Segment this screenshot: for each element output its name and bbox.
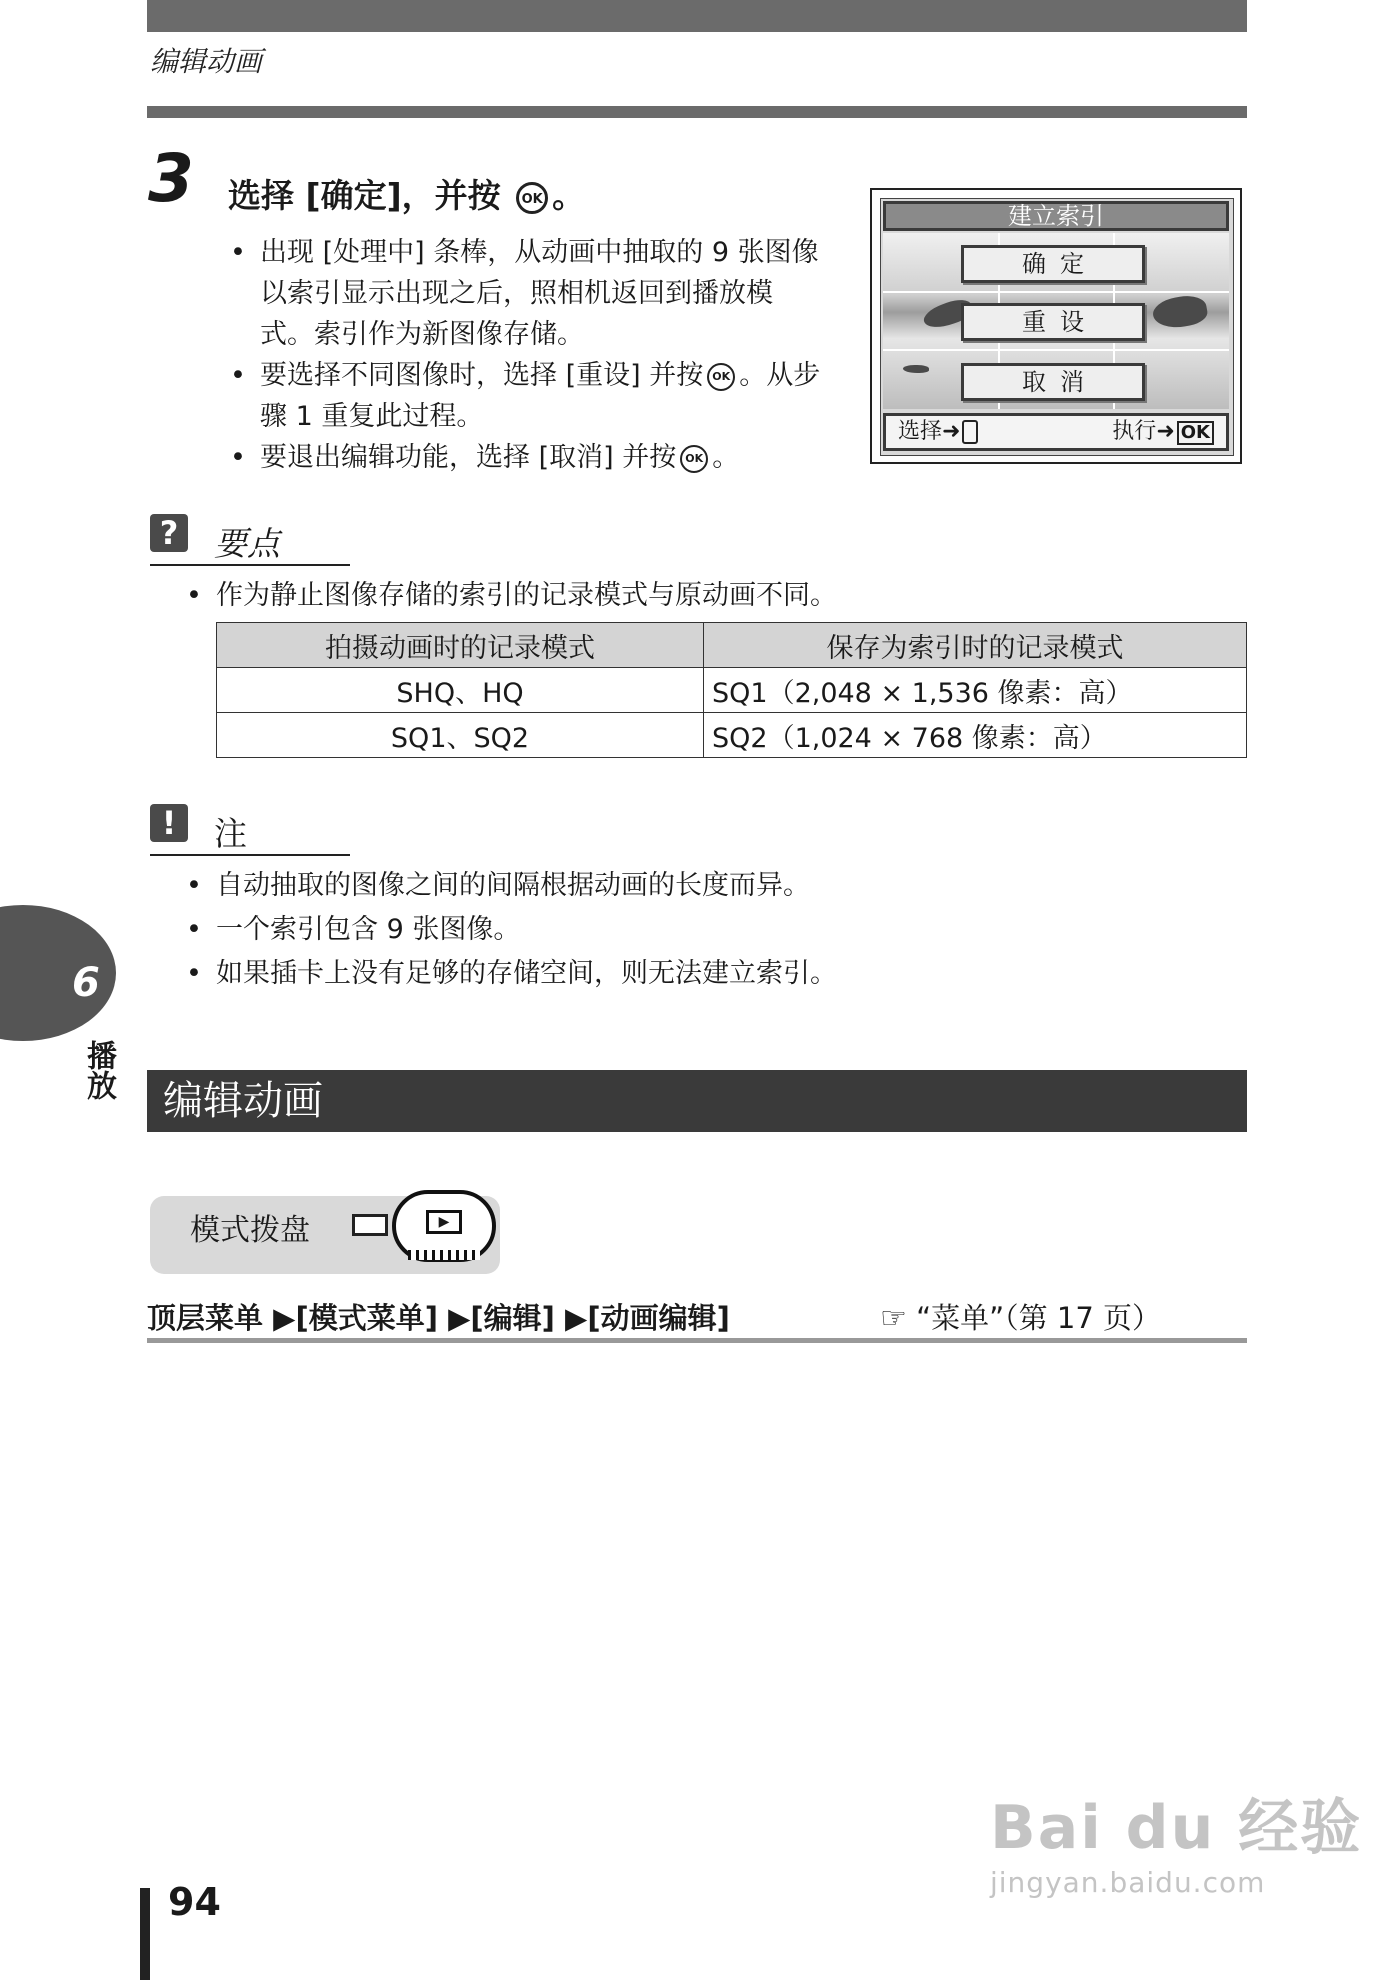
note-bullet-text: 自动抽取的图像之间的间隔根据动画的长度而异。 [216, 870, 810, 901]
mode-dial-label: 模式拨盘 [190, 1213, 310, 1248]
table-header-cell: 保存为索引时的记录模式 [704, 623, 1247, 668]
lcd-button-reset: 重设 [961, 303, 1145, 341]
lcd-button-cancel: 取消 [961, 363, 1145, 401]
step-bullet-text: 要退出编辑功能，选择 [取消] 并按 [260, 442, 677, 473]
menu-path [147, 1296, 730, 1337]
bird-image [1151, 293, 1209, 332]
ok-button-icon: OK [680, 445, 708, 473]
menu-path-item: [模式菜单] [295, 1301, 438, 1335]
arrow-right-icon: ➜ [1156, 419, 1175, 444]
lcd-footer-select-label: 选择 [898, 419, 943, 444]
section-heading: 编辑动画 [147, 1070, 1247, 1132]
menu-path-item: [编辑] [470, 1301, 555, 1335]
tips-bullet [180, 574, 1240, 618]
menu-reference-text: “菜单”（第 17 页） [916, 1301, 1162, 1335]
bird-image [903, 365, 929, 373]
step-bullet-text-end: 。 [712, 442, 740, 473]
lcd-footer-select [898, 416, 978, 448]
note-bullet-text: 如果插卡上没有足够的存储空间，则无法建立索引。 [216, 958, 837, 989]
note-bullet [180, 908, 1240, 952]
camera-lcd-screen [870, 188, 1242, 464]
lcd-footer-execute-label: 执行 [1112, 419, 1157, 444]
arrow-right-icon: ➜ [942, 419, 961, 444]
pointing-hand-icon: ☞ [880, 1301, 907, 1336]
step-bullet-text-end: 。从步骤 1 重复此过程。 [260, 360, 821, 432]
tips-bullet-list [180, 574, 1240, 618]
running-header-title: 编辑动画 [150, 45, 263, 78]
menu-path-rule [147, 1338, 1247, 1343]
step-heading-end: 。 [552, 176, 586, 215]
lcd-title: 建立索引 [883, 201, 1229, 231]
header-top-bar [147, 0, 1247, 32]
table-header-row [217, 623, 1247, 668]
record-mode-table [216, 622, 1247, 758]
note-exclamation-icon: ! [150, 804, 188, 842]
mode-dial-teeth [408, 1250, 480, 1260]
ok-button-icon: OK [516, 182, 548, 214]
step-bullet-list [224, 232, 824, 478]
tips-bullet-text: 作为静止图像存储的索引的记录模式与原动画不同。 [216, 580, 837, 611]
page-number: 94 [168, 1880, 221, 1924]
step-heading-text: 选择 [确定]，并按 [228, 176, 501, 215]
table-row [217, 668, 1247, 713]
note-bullet-list [180, 864, 1240, 996]
lcd-footer [883, 413, 1229, 451]
chapter-label: 播放 [81, 1040, 116, 1100]
ok-key-icon: OK [1177, 421, 1214, 445]
watermark-url: jingyan.baidu.com [990, 1866, 1266, 1899]
step-bullet [224, 232, 824, 355]
step-number: 3 [148, 140, 194, 217]
menu-path-root: 顶层菜单 [147, 1301, 264, 1335]
watermark-logo-text: Bai du 经验 [990, 1793, 1363, 1863]
table-cell: SQ2（1,024 × 768 像素：高） [704, 713, 1247, 758]
table-header-cell: 拍摄动画时的记录模式 [217, 623, 704, 668]
monitor-mode-icon [352, 1214, 388, 1236]
step-bullet-text: 出现 [处理中] 条棒，从动画中抽取的 9 张图像以索引显示出现之后，照相机返回到播放模式。索引作为新图像存储。 [260, 237, 819, 350]
table-cell: SHQ、HQ [217, 668, 704, 713]
table-cell: SQ1（2,048 × 1,536 像素：高） [704, 668, 1247, 713]
menu-path-item: [动画编辑] [587, 1301, 730, 1335]
tips-title-rule [150, 564, 350, 566]
lcd-display [880, 198, 1234, 456]
triangle-right-icon: ▶ [448, 1301, 471, 1335]
note-bullet [180, 952, 1240, 996]
step-bullet [224, 355, 824, 437]
tips-question-icon: ? [150, 514, 188, 552]
note-title-rule [150, 854, 350, 856]
note-bullet-text: 一个索引包含 9 张图像。 [216, 914, 521, 945]
lcd-button-confirm: 确定 [961, 245, 1145, 283]
menu-reference [880, 1296, 1161, 1337]
ok-button-icon: OK [707, 363, 735, 391]
step-heading [228, 176, 585, 216]
tips-title: 要点 [214, 524, 280, 563]
thumbnail-divider [883, 349, 1229, 351]
chapter-number: 6 [72, 960, 100, 1006]
up-down-icon [962, 420, 978, 444]
thumbnail-divider [883, 291, 1229, 293]
step-bullet [224, 437, 824, 478]
triangle-right-icon: ▶ [273, 1301, 296, 1335]
lcd-footer-execute [1112, 416, 1214, 448]
step-bullet-text: 要选择不同图像时，选择 [重设] 并按 [260, 360, 704, 391]
playback-mode-icon: ▶ [426, 1210, 462, 1234]
table-row [217, 713, 1247, 758]
table-cell: SQ1、SQ2 [217, 713, 704, 758]
note-title: 注 [214, 814, 247, 853]
note-bullet [180, 864, 1240, 908]
page-number-bar [140, 1888, 150, 1980]
baidu-watermark [990, 1780, 1362, 1899]
header-rule [147, 106, 1247, 118]
triangle-right-icon: ▶ [565, 1301, 588, 1335]
